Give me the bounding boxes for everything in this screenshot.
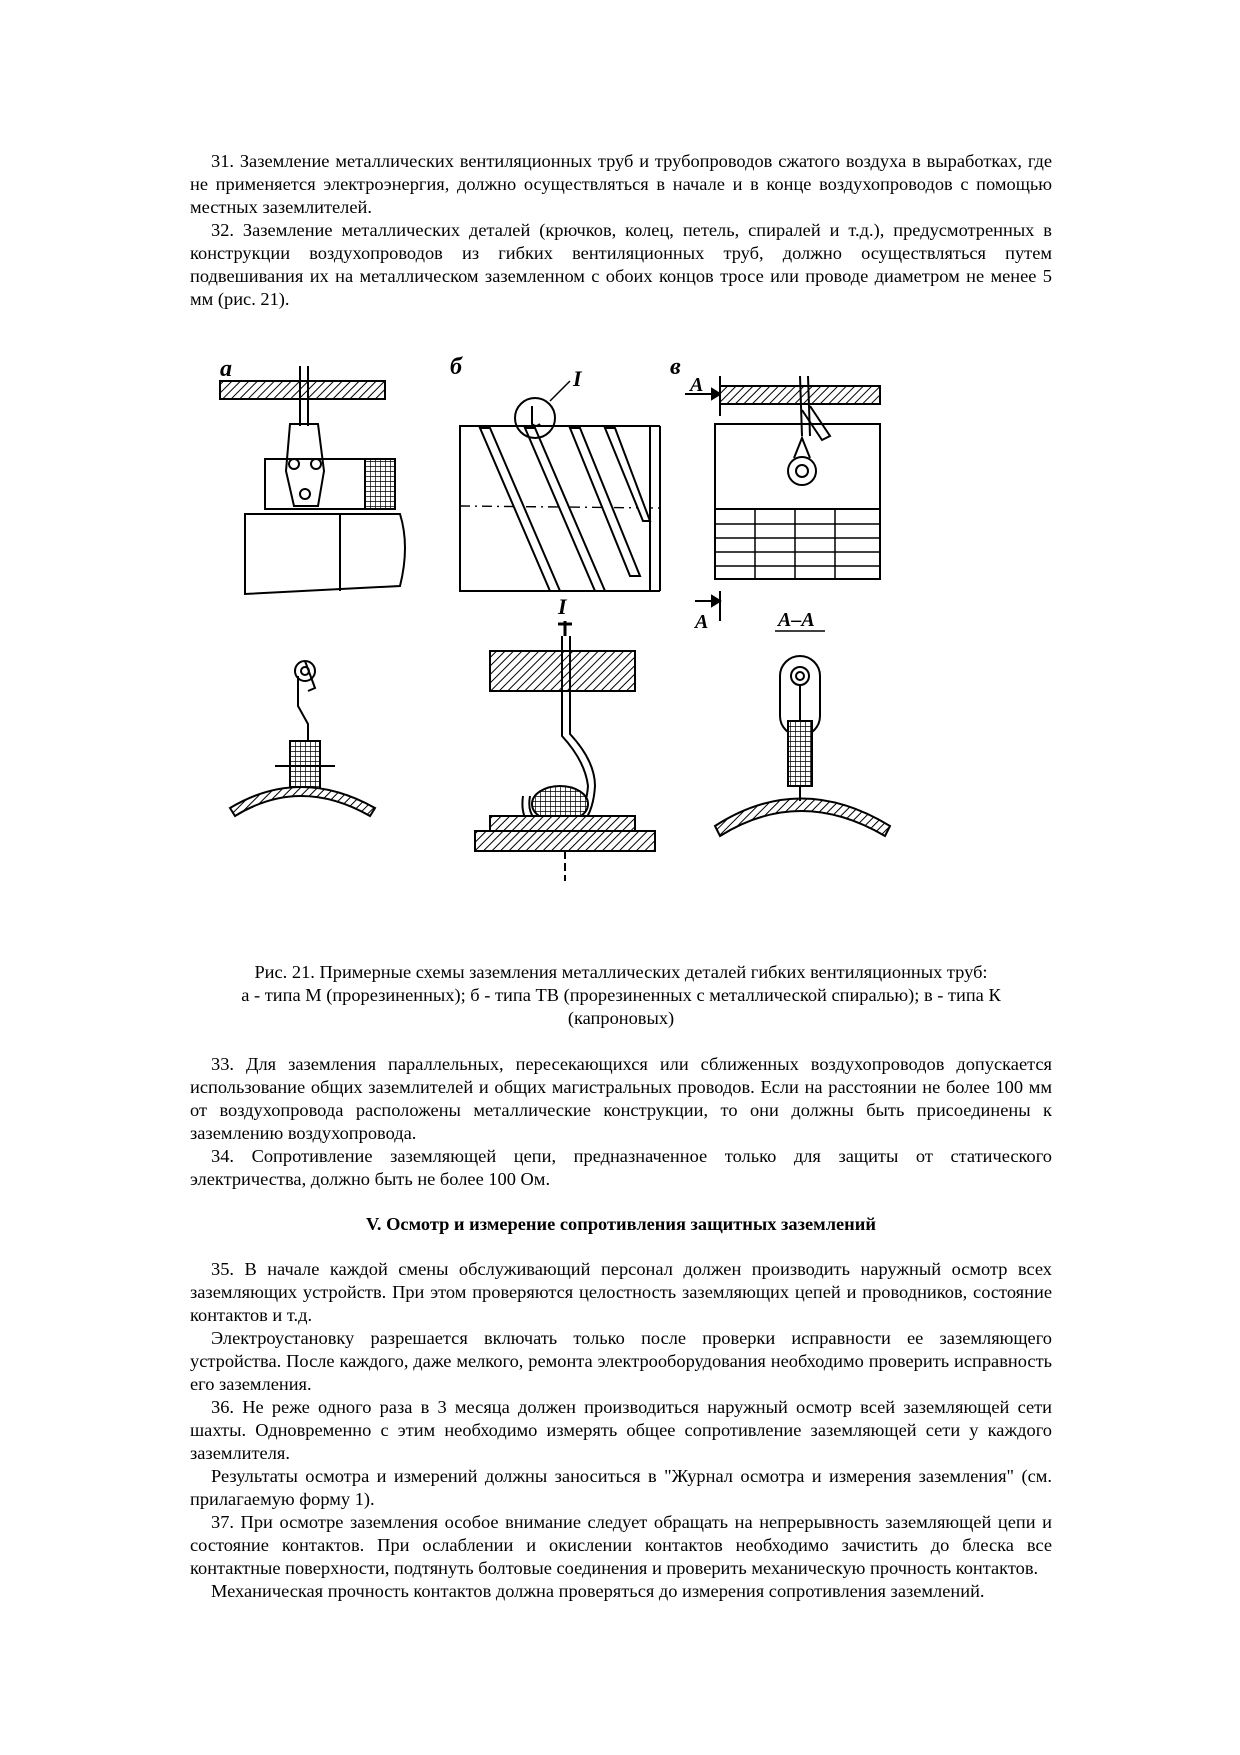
document-page — [190, 150, 1052, 1603]
label-a: а — [220, 356, 232, 382]
figure-21 — [190, 346, 1052, 951]
paragraph-37: 37. При осмотре заземления особое внимание следует обращать на непрерывность заземляющей цепи и состояние контактов. При ослаблении и окислении контактов необходимо зачистить до блеска все контактные поверхности, подтянуть болтовые соединения и проверить механическую прочность контактов. — [190, 1512, 1052, 1578]
label-section-a-a: А–А — [778, 609, 815, 631]
hook-detail-i — [475, 621, 655, 881]
paragraph-36: 36. Не реже одного раза в 3 месяца должен производиться наружный осмотр всей заземляющей сети шахты. Одновременно с этим необходимо измерять общее сопротивление заземляющей сети у каждого заземлителя. — [190, 1397, 1052, 1463]
label-v: в — [670, 354, 681, 380]
hook-base — [475, 831, 655, 851]
label-arrow-a-bottom: А — [695, 611, 709, 633]
duct-wall-v — [715, 799, 890, 837]
caption-line-2: а - типа М (прорезиненных); б - типа ТВ (прорезиненных с металлической спиралью); в - типа К — [241, 985, 1001, 1005]
paragraph-31: 31. Заземление металлических вентиляционных труб и трубопроводов сжатого воздуха в выработках, где не применяется электроэнергия, должно осуществляться в начале и в конце воздухопроводов с помощью местных заземлителей. — [190, 151, 1052, 217]
paragraph-36-cont: Результаты осмотра и измерений должны заноситься в "Журнал осмотра и измерения заземления" (см. прилагаемую форму 1). — [190, 1466, 1052, 1509]
panel-b-view — [460, 381, 660, 591]
section-heading: V. Осмотр и измерение сопротивления защитных заземлений — [366, 1214, 876, 1234]
panel-v-view — [685, 376, 880, 621]
label-arrow-a-top: А — [690, 374, 704, 396]
duct-wall-a — [230, 787, 375, 816]
panel-a-cable — [220, 381, 385, 399]
grounding-diagram — [190, 346, 1052, 951]
caption-line-3: (капроновых) — [567, 1008, 675, 1028]
panel-a-view — [220, 366, 405, 594]
hook-detail-a — [230, 661, 375, 816]
paragraph-35-cont: Электроустановку разрешается включать только после проверки исправности ее заземляющего устройства. После каждого, даже мелкого, ремонта электрооборудования необходимо проверить исправность его заземления. — [190, 1328, 1052, 1394]
paragraph-33: 33. Для заземления параллельных, пересекающихся или сближенных воздухопроводов допускается использование общих заземлителей и общих магистральных проводов. Если на расстоянии не более 100 мм от воздухопровода расположены металлические конструкции, то они должны быть присоединены к заземлению воздухопровода. — [190, 1054, 1052, 1143]
section-a-a — [715, 631, 890, 836]
paragraph-34: 34. Сопротивление заземляющей цепи, предназначенное только для защиты от статического электричества, должно быть не более 100 Ом. — [190, 1146, 1052, 1189]
caption-line-1: Рис. 21. Примерные схемы заземления металлических деталей гибких вентиляционных труб: — [254, 962, 988, 982]
panel-a-bracket — [286, 424, 324, 506]
paragraph-35: 35. В начале каждой смены обслуживающий персонал должен производить наружный осмотр всех заземляющих устройств. При этом проверяются целостность заземляющих цепей и проводников, состояние контактов и т.д. — [190, 1259, 1052, 1325]
panel-a-duct — [245, 514, 405, 594]
label-detail-i-title: I — [558, 594, 567, 619]
paragraph-37-cont: Механическая прочность контактов должна проверяться до измерения сопротивления заземлений. — [211, 1581, 985, 1601]
paragraph-32: 32. Заземление металлических деталей (крючков, колец, петель, спиралей и т.д.), предусмотренных в конструкции воздухопроводов из гибких вентиляционных труб, должно осуществляться путем подвешивания их на металлическом заземленном с обоих концов тросе или проводе диаметром не менее 5 мм (рис. 21). — [190, 220, 1052, 309]
label-detail-i: I — [573, 366, 582, 391]
label-b: б — [450, 354, 462, 380]
figure-caption — [190, 961, 1052, 1030]
